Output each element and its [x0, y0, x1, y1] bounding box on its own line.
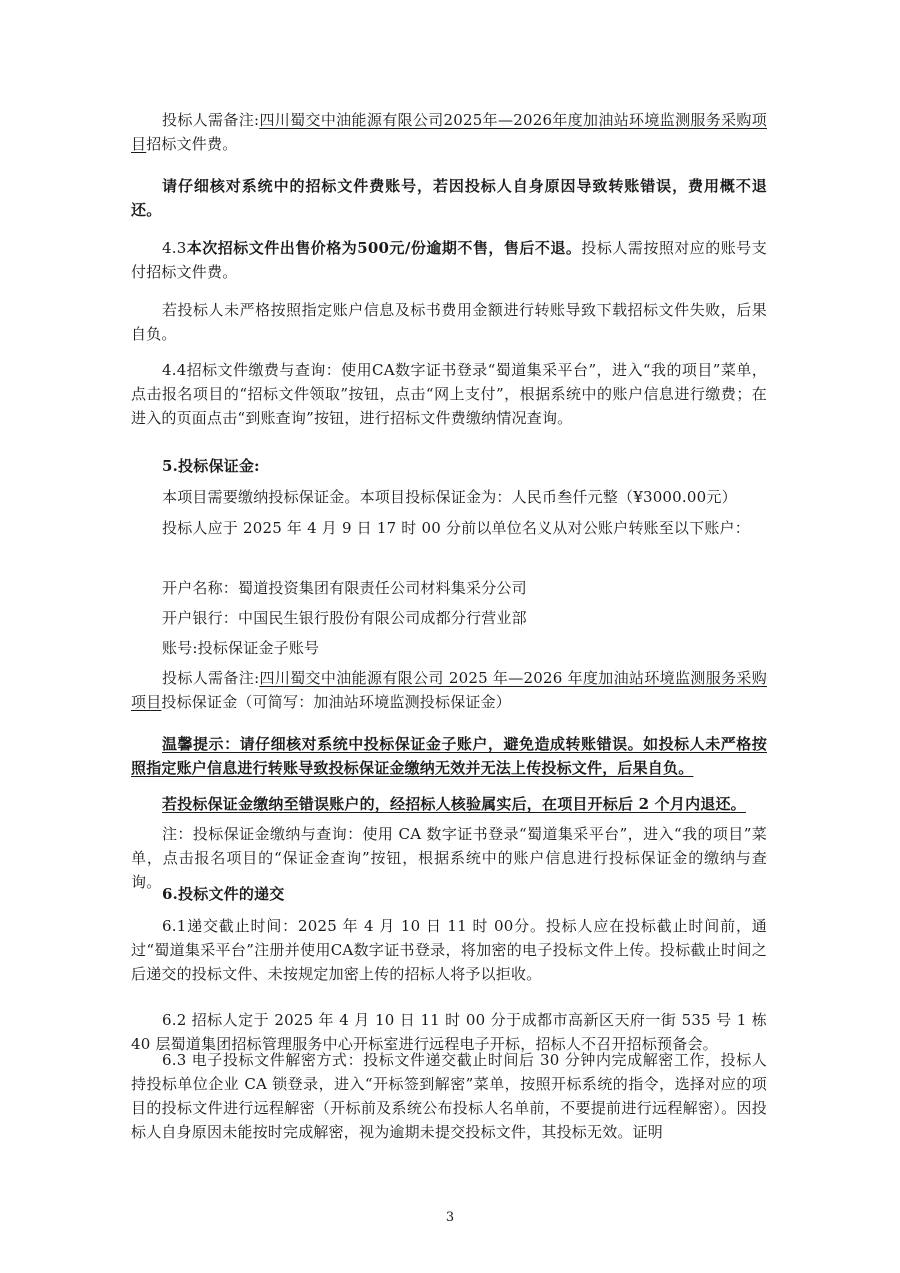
project-name: 四川蜀交中油能源有限公司2025年—2026年度加油站环境监测服务采购项目	[131, 111, 767, 153]
paragraph-6-2: 6.2 招标人定于 2025 年 4 月 10 日 11 时 00 分于成都市高新区天府一街 535 号 1 栋 40 层蜀道集团招标管理服务中心开标室进行远程电子开标，招标人不召开招标预备会。	[131, 1011, 767, 1053]
paragraph-verify-account: 请仔细核对系统中的招标文件费账号，若因投标人自身原因导致转账错误，费用概不退还。	[131, 177, 767, 219]
paragraph-bond-deadline: 投标人应于 2025 年 4 月 9 日 17 时 00 分前以单位名义从对公账户转账至以下账户：	[162, 519, 750, 537]
paragraph-6-3: 6.3 电子投标文件解密方式：投标文件递交截止时间后 30 分钟内完成解密工作，投标人持投标单位企业 CA 锁登录，进入“开标签到解密”菜单，按照开标系统的指令，选择对应的项目的投标文件进行远程解密（开标前及系统公布投标人名单前，不要提前进行远程解密）。因投标人自身原因未能按时完成解密，视为逾期未提交投标文件，其投标无效。证明	[131, 1051, 767, 1141]
paragraph-transfer-warning: 若投标人未严格按照指定账户信息及标书费用金额进行转账导致下载招标文件失败，后果自负。	[131, 301, 767, 343]
paragraph-6-1: 6.1递交截止时间：2025 年 4 月 10 日 11 时 00分。投标人应在投标截止时间前，通过“蜀道集采平台”注册并使用CA数字证书登录，将加密的电子投标文件上传。投标截止时间之后递交的投标文件、未按规定加密上传的招标人将予以拒收。	[131, 917, 767, 983]
page-number: 3	[445, 1210, 455, 1225]
account-bank: 开户银行：中国民生银行股份有限公司成都分行营业部	[162, 609, 527, 627]
refund-notice: 若投标保证金缴纳至错误账户的，经招标人核验属实后，在项目开标后 2 个月内退还。	[162, 795, 746, 813]
paragraph-4-3: 4.3本次招标文件出售价格为500元/份逾期不售，售后不退。投标人需按照对应的账号支付招标文件费。	[131, 239, 767, 281]
paragraph-4-4: 4.4招标文件缴费与查询：使用CA数字证书登录“蜀道集采平台”，进入“我的项目”菜单，点击报名项目的“招标文件领取”按钮，点击“网上支付”，根据系统中的账户信息进行缴费；在进入的页面点击“到账查询”按钮，进行招标文件费缴纳情况查询。	[131, 361, 767, 427]
paragraph-bond-query: 注：投标保证金缴纳与查询：使用 CA 数字证书登录“蜀道集采平台”，进入“我的项目”菜单，点击报名项目的“保证金查询”按钮，根据系统中的账户信息进行投标保证金的缴纳与查询。	[131, 825, 767, 891]
account-number: 账号:投标保证金子账号	[162, 639, 320, 657]
paragraph-bond-note: 投标人需备注:四川蜀交中油能源有限公司 2025 年—2026 年度加油站环境监测服务采购项目投标保证金（可简写：加油站环境监测投标保证金）	[131, 669, 767, 711]
note-suffix: 招标文件费。	[146, 135, 238, 153]
note-label: 投标人需备注:	[162, 111, 260, 129]
paragraph-fee-note	[131, 108, 767, 156]
section-heading-6: 6.投标文件的递交	[162, 885, 285, 903]
warm-reminder: 温馨提示：请仔细核对系统中投标保证金子账户，避免造成转账错误。如投标人未严格按照指定账户信息进行转账导致投标保证金缴纳无效并无法上传投标文件，后果自负。	[131, 735, 767, 777]
section-heading-5: 5.投标保证金:	[162, 457, 260, 475]
project-name: 四川蜀交中油能源有限公司 2025 年—2026 年度加油站环境监测服务采购项目	[131, 669, 767, 711]
account-name: 开户名称：蜀道投资集团有限责任公司材料集采分公司	[162, 579, 527, 597]
price-statement: 本次招标文件出售价格为500元/份逾期不售，售后不退。	[186, 239, 582, 257]
paragraph-bid-bond-amount: 本项目需要缴纳投标保证金。本项目投标保证金为：人民币叁仟元整（¥3000.00元）	[162, 488, 737, 506]
